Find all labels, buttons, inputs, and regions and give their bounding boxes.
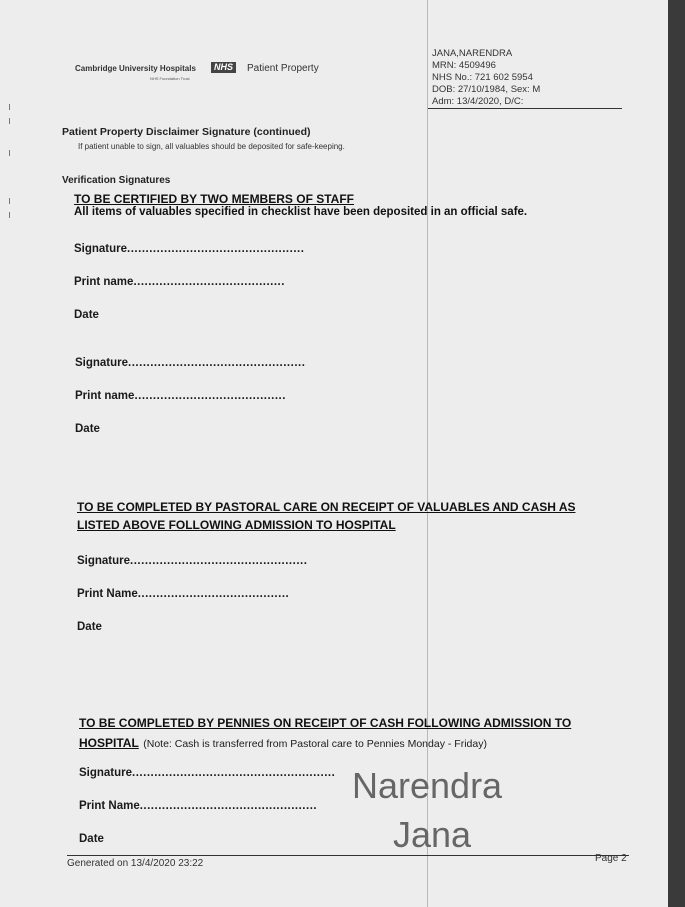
form-name: Patient Property — [247, 63, 319, 74]
nhs-logo: NHS — [211, 62, 236, 73]
edge-mark — [9, 118, 10, 124]
pennies-section-title-line2-row — [79, 734, 487, 752]
pastoral-signature: Signature................................................ — [77, 555, 308, 567]
edge-mark — [9, 104, 10, 110]
edge-mark — [9, 150, 10, 156]
handwritten-first-name: Narendra — [352, 765, 503, 806]
pennies-note: (Note: Cash is transferred from Pastoral care to Pennies Monday - Friday) — [143, 738, 487, 750]
pennies-print-name: Print Name................................................ — [79, 800, 318, 812]
handwritten-last-name: Jana — [393, 814, 472, 855]
staff-print-name-1: Print name......................................... — [74, 276, 285, 288]
header-rule — [428, 108, 622, 109]
staff-signature-1: Signature................................................ — [74, 243, 305, 255]
pastoral-section-title-line1: TO BE COMPLETED BY PASTORAL CARE ON RECEIPT OF VALUABLES AND CASH AS — [77, 500, 576, 514]
patient-dob-sex: DOB: 27/10/1984, Sex: M — [432, 84, 541, 95]
pennies-date: Date — [79, 833, 104, 845]
pastoral-print-name: Print Name......................................... — [77, 588, 290, 600]
disclaimer-title: Patient Property Disclaimer Signature (continued) — [62, 126, 311, 138]
staff-section-body: All items of valuables specified in checklist have been deposited in an official safe. — [74, 206, 528, 218]
disclaimer-instruction: If patient unable to sign, all valuables should be deposited for safe-keeping. — [78, 142, 345, 151]
pastoral-date: Date — [77, 621, 102, 633]
edge-mark — [9, 212, 10, 218]
patient-admission: Adm: 13/4/2020, D/C: — [432, 96, 524, 107]
patient-nhs-number: NHS No.: 721 602 5954 — [432, 72, 533, 83]
patient-mrn: MRN: 4509496 — [432, 60, 496, 71]
verification-heading: Verification Signatures — [62, 175, 171, 186]
staff-signature-2: Signature................................................ — [75, 357, 306, 369]
footer-rule — [67, 855, 629, 856]
staff-date-1: Date — [74, 309, 99, 321]
patient-name: JANA,NARENDRA — [432, 48, 513, 59]
trust-subtitle: NHS Foundation Trust — [150, 76, 190, 81]
staff-print-name-2: Print name......................................... — [75, 390, 286, 402]
pennies-section-title-line1: TO BE COMPLETED BY PENNIES ON RECEIPT OF CASH FOLLOWING ADMISSION TO — [79, 716, 572, 730]
page-number: Page 2 — [595, 853, 627, 864]
trust-name: Cambridge University Hospitals — [75, 64, 196, 73]
pennies-section-title-line2: HOSPITAL — [79, 736, 139, 750]
edge-mark — [9, 198, 10, 204]
pastoral-section-title-line2: LISTED ABOVE FOLLOWING ADMISSION TO HOSPITAL — [77, 518, 396, 532]
staff-date-2: Date — [75, 423, 100, 435]
generated-timestamp: Generated on 13/4/2020 23:22 — [67, 858, 204, 869]
pennies-signature: Signature....................................................... — [79, 767, 336, 779]
staff-section-title: TO BE CERTIFIED BY TWO MEMBERS OF STAFF — [74, 192, 355, 206]
